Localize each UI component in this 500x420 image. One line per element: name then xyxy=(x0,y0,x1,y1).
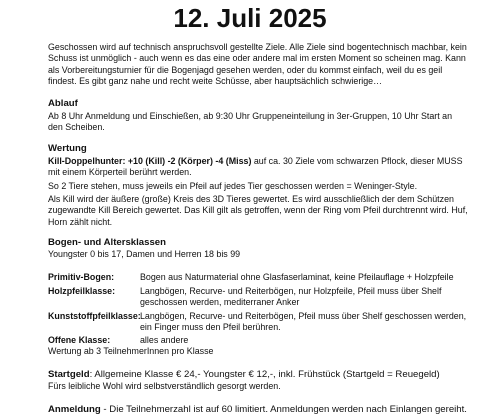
tiere-text: So 2 Tiere stehen, muss jeweils ein Pfeil auf jedes Tier geschossen werden = Weninger-Style. xyxy=(48,181,418,191)
intro-paragraph: Geschossen wird auf technisch anspruchsvoll gestellte Ziele. Alle Ziele sind bogentechnisch machbar, kein Schuss ist unmöglich - auch wenn es das eine oder andere mal im ersten Moment so scheinen mag. Kann als Vorbereitungsturnier für die Bogenjagd gesehen werden, oder du kommst einfach, weil du es geil findest. Es gibt ganz nahe und recht weite Schüsse, aber hauptsächlich schwierige… xyxy=(48,42,467,87)
class-label: Offene Klasse: xyxy=(48,335,111,345)
class-description: Bogen aus Naturmaterial ohne Glasfaserlaminat, keine Pfeilauflage + Holzpfeile xyxy=(140,272,454,282)
anmeldung-label: Anmeldung xyxy=(48,404,101,415)
startgeld-line xyxy=(48,369,468,380)
kill-rule-text: Als Kill wird der äußere (große) Kreis des 3D Tieres gewertet. Es wird ausschließlich der dem Schützen zugewandte Kill Bereich gewertet. Das Kill gilt als getroffen, wenn der Ring vom Pfeil durchtrennt wird. Huf, Horn zählt nicht. xyxy=(48,194,468,227)
kill-points: +10 (Kill) -2 (Körper) -4 (Miss) xyxy=(127,156,252,166)
class-label: Holzpfeilklasse: xyxy=(48,286,116,296)
kill-doppelhunter-text xyxy=(48,156,468,179)
klassen-heading: Bogen- und Altersklassen xyxy=(48,237,166,248)
class-label: Kunststoffpfeilklasse: xyxy=(48,311,141,321)
startgeld-line2: Fürs leibliche Wohl wird selbstverständlich gesorgt werden. xyxy=(48,381,281,391)
startgeld-text: : Allgemeine Klasse € 24,- Youngster € 12,-, inkl. Frühstück (Startgeld = Reuegeld) xyxy=(89,369,440,380)
ablauf-heading: Ablauf xyxy=(48,98,78,109)
ablauf-text: Ab 8 Uhr Anmeldung und Einschießen, ab 9:30 Uhr Gruppeneinteilung in 3er-Gruppen, 10 Uhr Start an den Scheiben. xyxy=(48,111,453,133)
klassen-note: Wertung ab 3 TeilnehmerInnen pro Klasse xyxy=(48,346,214,356)
startgeld-label: Startgeld xyxy=(48,369,90,380)
class-description: Langbögen, Recurve- und Reiterbögen, nur Holzpfeile, Pfeil muss über Shelf geschossen werden, mediterraner Anker xyxy=(140,286,442,308)
anmeldung-line xyxy=(48,404,468,415)
class-description: Langbögen, Recurve- und Reiterbögen, Pfeil muss über Shelf geschossen werden, ein Finger muss den Pfeil berühren. xyxy=(140,311,467,333)
kill-description: auf ca. 30 Ziele vom schwarzen Pflock, dieser MUSS mit einem Körperteil berührt werden. xyxy=(48,156,463,178)
class-label: Primitiv-Bogen: xyxy=(48,272,115,282)
anmeldung-text: - Die Teilnehmerzahl ist auf 60 limitiert. Anmeldungen werden nach Einlangen gereiht. xyxy=(100,404,467,415)
class-description: alles andere xyxy=(140,335,189,345)
age-classes-text: Youngster 0 bis 17, Damen und Herren 18 bis 99 xyxy=(48,249,241,259)
kill-doppelhunter-label: Kill-Doppelhunter: xyxy=(48,156,128,166)
page-title: 12. Juli 2025 xyxy=(173,3,327,33)
wertung-heading: Wertung xyxy=(48,143,87,154)
